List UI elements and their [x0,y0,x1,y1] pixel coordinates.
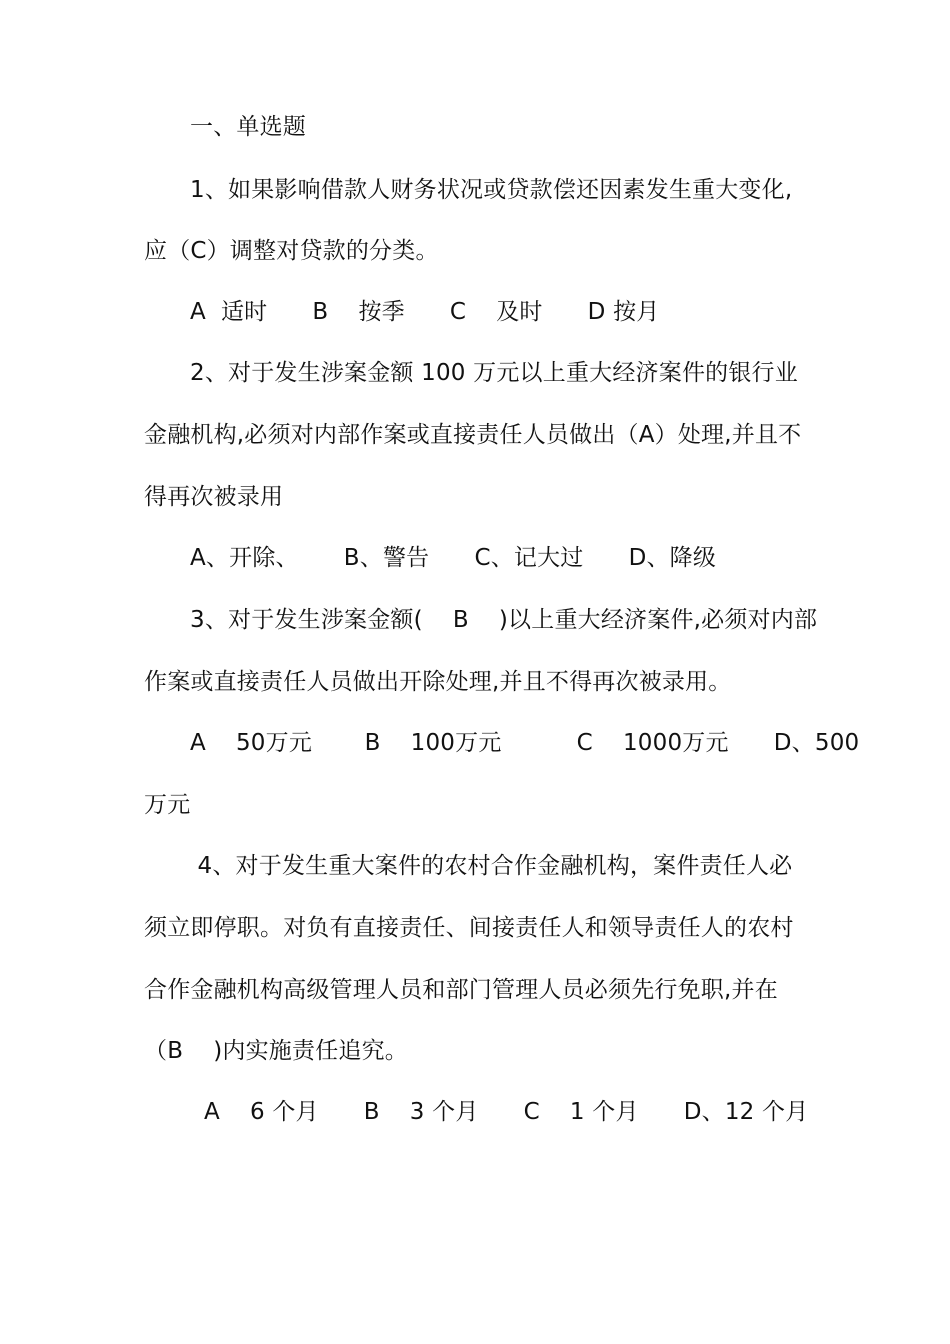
question-4-line-4: （B )内实施责任追究。 [144,1038,408,1064]
question-2-line-1: 2、对于发生涉案金额 100 万元以上重大经济案件的银行业 [190,360,798,386]
question-3-options-continued: 万元 [144,792,191,818]
question-2-options: A、开除、 B、警告 C、记大过 D、降级 [190,545,717,571]
section-title: 一、单选题 [190,114,306,140]
question-1-options: A 适时 B 按季 C 及时 D 按月 [190,299,660,325]
question-1-line-1: 1、如果影响借款人财务状况或贷款偿还因素发生重大变化, [190,177,793,203]
question-3-line-2: 作案或直接责任人员做出开除处理,并且不得再次被录用。 [144,669,732,695]
question-2-line-2: 金融机构,必须对内部作案或直接责任人员做出（A）处理,并且不 [144,422,802,448]
question-4-options: A 6 个月 B 3 个月 C 1 个月 D、12 个月 [204,1099,809,1125]
question-3-options: A 50万元 B 100万元 C 1000万元 D、500 [190,730,860,756]
question-4-line-3: 合作金融机构高级管理人员和部门管理人员必须先行免职,并在 [144,977,778,1003]
question-2-line-3: 得再次被录用 [144,484,284,510]
question-4-line-1: 4、对于发生重大案件的农村合作金融机构，案件责任人必 [190,853,793,879]
question-4-line-2: 须立即停职。对负有直接责任、间接责任人和领导责任人的农村 [144,915,794,941]
question-1-line-2: 应（C）调整对贷款的分类。 [144,238,439,264]
question-3-line-1: 3、对于发生涉案金额( B )以上重大经济案件,必须对内部 [190,607,818,633]
